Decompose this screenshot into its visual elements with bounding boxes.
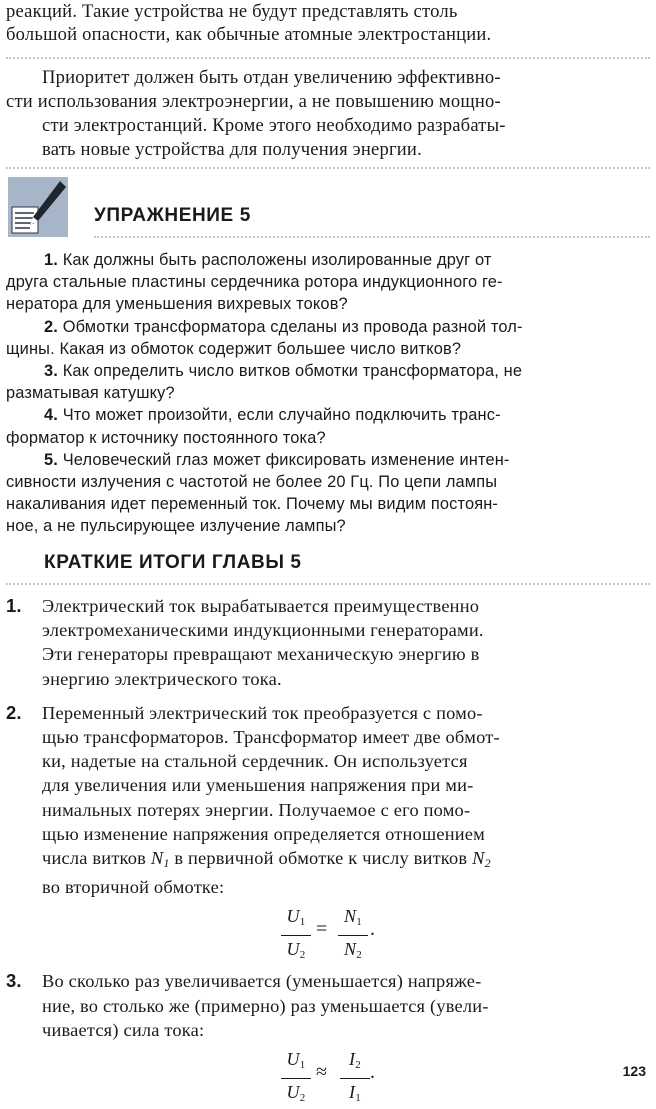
summary-item: 2. Переменный электрический ток преобразуется с помо- щью трансформаторов. Трансформатор имеет две обмот- ки, надетые на стальной сердечник. Он используется для увеличения или уменьшения напряжения при ми- нимальных потерях энергии. Получаемое с его помо- щью изменение напряжения определяется отношением числа витков $N_1$ в первичной обмотке к числу витков $N_2$ во вторичной обмотке: $U_1$ $U_2$ = $N_1$ $N_2$ . xyxy=(0,701,650,958)
pen-notebook-icon xyxy=(8,177,68,237)
intro-paragraph xyxy=(6,0,650,46)
intro-line: реакций. Такие устройства не будут представлять столь xyxy=(6,1,458,22)
exercise-item: 5. Человеческий глаз может фиксировать изменение интен- сивности излучения с частотой не более 20 Гц. По цепи лампы накаливания идет переменный ток. Почему мы видим постоян- ное, а не пульсирующее излучение лампы? xyxy=(6,450,510,536)
exercise-item: 4. Что может произойти, если случайно подключить транс- форматор к источнику постоянного тока? xyxy=(6,406,501,447)
priority-line: сти использования электроэнергии, а не повышению мощно- xyxy=(6,91,501,112)
title-underline xyxy=(94,236,650,238)
title-underline xyxy=(6,583,650,585)
exercise-title: УПРАЖНЕНИЕ 5 xyxy=(94,205,251,226)
priority-line: вать новые устройства для получения энергии. xyxy=(42,139,422,160)
transformer-ratio-formula: $U_1$ $U_2$ = $N_1$ $N_2$ . xyxy=(0,899,650,957)
priority-line: Приоритет должен быть отдан увеличению эффективно- xyxy=(42,67,501,88)
page-number: 123 xyxy=(622,1063,646,1079)
summary-item: 1. Электрический ток вырабатывается преимущественно электромеханическими индукционными генераторами. Эти генераторы превращают механическую энергию в энергию электрического тока. xyxy=(6,595,484,689)
summary-item: 3. Во сколько раз увеличивается (уменьшается) напряже- ние, во столько же (примерно) раз уменьшается (увели- чивается) сила тока: $U_1$ $U_2$ ≈ $I_2$ $I_1$ . xyxy=(0,969,650,1100)
current-voltage-ratio-formula: $U_1$ $U_2$ ≈ $I_2$ $I_1$ . xyxy=(0,1042,650,1100)
summary-title: КРАТКИЕ ИТОГИ ГЛАВЫ 5 xyxy=(44,552,302,573)
priority-paragraph xyxy=(6,66,650,162)
exercise-list xyxy=(6,249,650,538)
exercise-item: 1. Как должны быть расположены изолированные друг от друга стальные пластины сердечника ротора индукционного ге- нератора для уменьшения вихревых токов? xyxy=(6,251,503,314)
intro-line: большой опасности, как обычные атомные электростанции. xyxy=(6,24,492,45)
section-divider xyxy=(6,167,650,169)
priority-line: сти электростанций. Кроме этого необходимо разрабаты- xyxy=(42,115,506,136)
exercise-item: 2. Обмотки трансформатора сделаны из провода разной тол- щины. Какая из обмоток содержит большее число витков? xyxy=(6,317,523,358)
exercise-item: 3. Как определить число витков обмотки трансформатора, не разматывая катушку? xyxy=(6,362,523,403)
section-divider xyxy=(6,57,650,59)
summary-list xyxy=(0,594,650,1105)
